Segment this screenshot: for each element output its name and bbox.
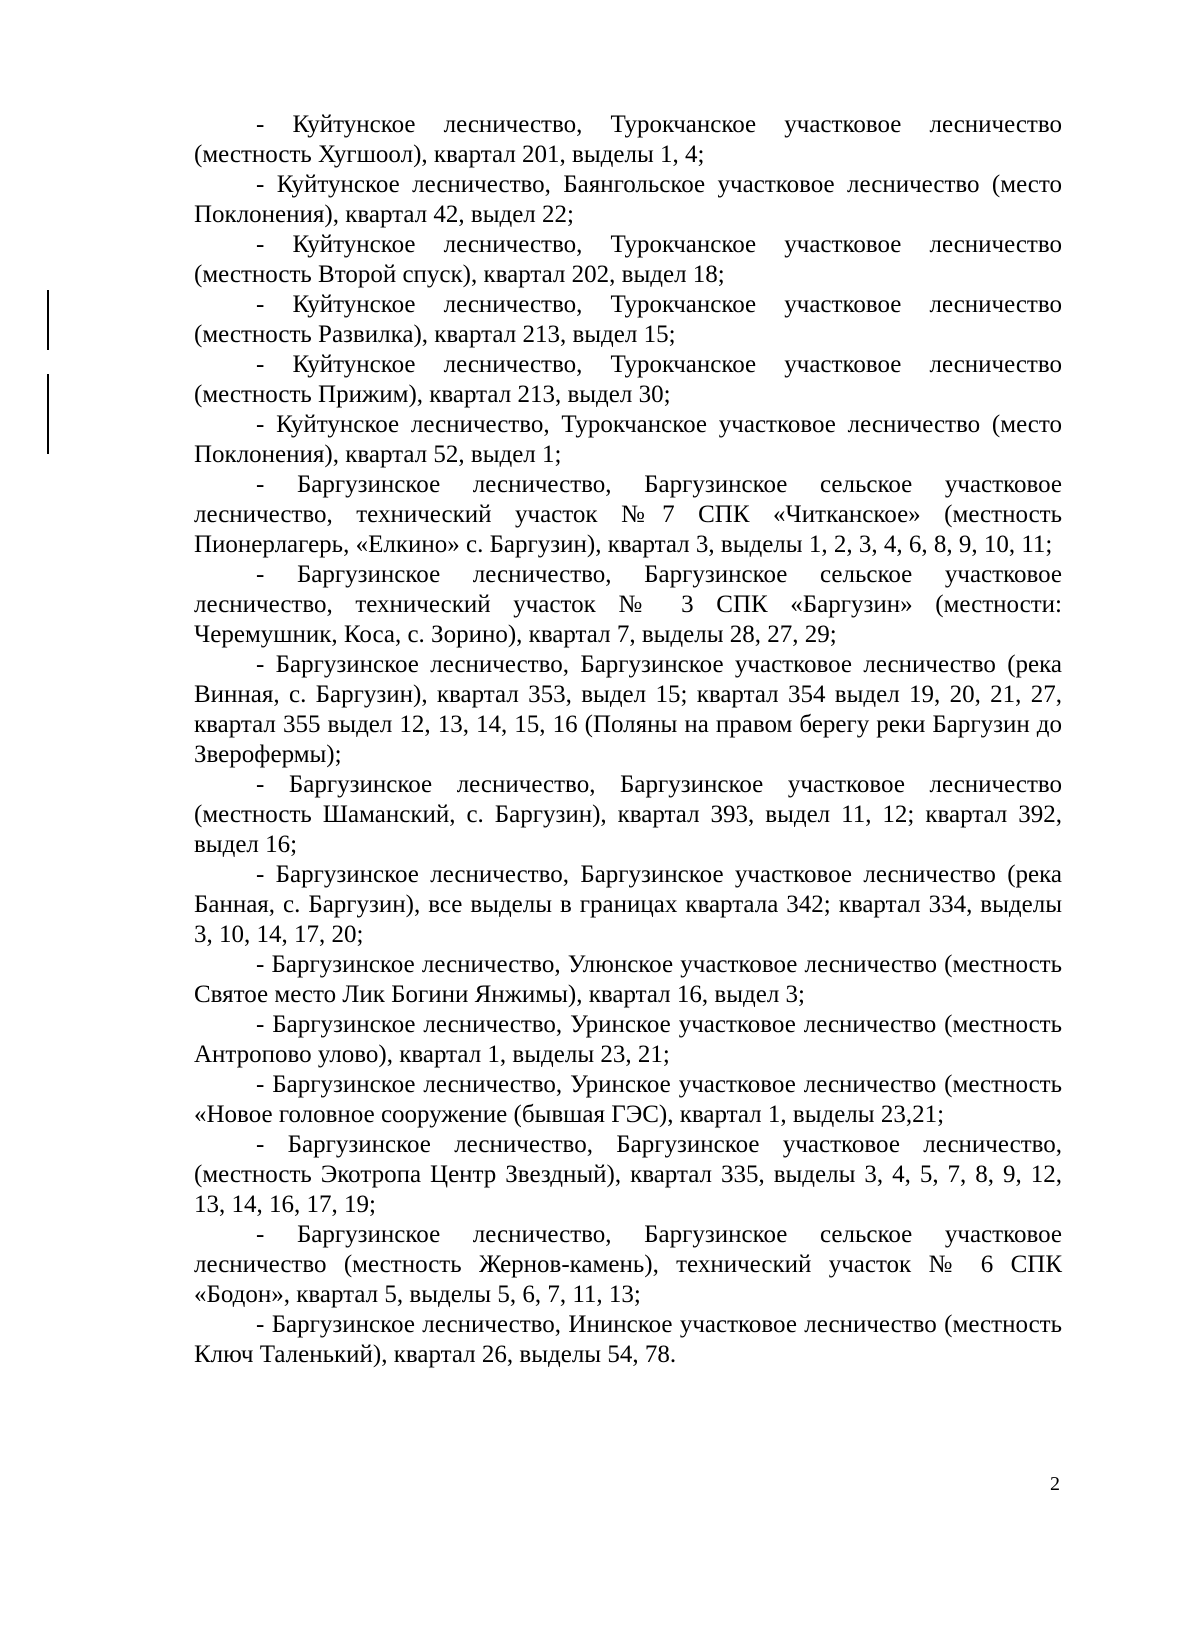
page-number: 2 — [1050, 1473, 1060, 1495]
list-item: - Баргузинское лесничество, Ининское участковое лесничество (местность Ключ Таленький), квартал 26, выделы 54, 78. — [194, 1311, 1062, 1368]
list-item: - Куйтунское лесничество, Баянгольское участковое лесничество (место Поклонения), квартал 42, выдел 22; — [194, 171, 1062, 228]
list-item: - Баргузинское лесничество, Баргузинское сельское участковое лесничество, технический участок №7 СПК «Читканское» (местность Пионерлагерь, «Елкино» с. Баргузин), квартал 3, выделы 1, 2, 3, 4, 6, 8, 9, 10, 11; — [194, 471, 1062, 558]
list-item: - Куйтунское лесничество, Турокчанское участковое лесничество (местность Второй спуск), квартал 202, выдел 18; — [194, 231, 1062, 288]
list-item: - Баргузинское лесничество, Баргузинское сельское участковое лесничество (местность Жернов-камень), технический участок № 6 СПК «Бодон», квартал 5, выделы 5, 6, 7, 11, 13; — [194, 1221, 1062, 1308]
list-item: - Куйтунское лесничество, Турокчанское участковое лесничество (местность Прижим), квартал 213, выдел 30; — [194, 351, 1062, 408]
list-item: - Баргузинское лесничество, Баргузинское участковое лесничество (местность Шаманский, с. Баргузин), квартал 393, выдел 11, 12; квартал 392, выдел 16; — [194, 771, 1062, 858]
forestry-list — [194, 110, 1062, 1370]
list-item: - Баргузинское лесничество, Баргузинское участковое лесничество (река Винная, с. Баргузин), квартал 353, выдел 15; квартал 354 выдел 19, 20, 21, 27, квартал 355 выдел 12, 13, 14, 15, 16 (Поляны на правом берегу реки Баргузин до Зверофермы); — [194, 651, 1062, 768]
margin-revision-bar — [47, 374, 49, 454]
list-item: - Баргузинское лесничество, Баргузинское участковое лесничество, (местность Экотропа Центр Звездный), квартал 335, выделы 3, 4, 5, 7, 8, 9, 12, 13, 14, 16, 17, 19; — [194, 1131, 1062, 1218]
list-item: - Баргузинское лесничество, Баргузинское участковое лесничество (река Банная, с. Баргузин), все выделы в границах квартала 342; квартал 334, выделы 3, 10, 14, 17, 20; — [194, 861, 1062, 948]
margin-revision-bar — [47, 290, 49, 350]
list-item: - Баргузинское лесничество, Баргузинское сельское участковое лесничество, технический участок № 3 СПК «Баргузин» (местности: Черемушник, Коса, с. Зорино), квартал 7, выделы 28, 27, 29; — [194, 561, 1062, 648]
list-item: - Баргузинское лесничество, Улюнское участковое лесничество (местность Святое место Лик Богини Янжимы), квартал 16, выдел 3; — [194, 951, 1062, 1008]
list-item: - Баргузинское лесничество, Уринское участковое лесничество (местность Антропово улово), квартал 1, выделы 23, 21; — [194, 1011, 1062, 1068]
list-item: - Куйтунское лесничество, Турокчанское участковое лесничество (местность Хугшоол), квартал 201, выделы 1, 4; — [194, 111, 1062, 168]
list-item: - Баргузинское лесничество, Уринское участковое лесничество (местность «Новое головное сооружение (бывшая ГЭС), квартал 1, выделы 23,21; — [194, 1071, 1062, 1128]
list-item: - Куйтунское лесничество, Турокчанское участковое лесничество (местность Развилка), квартал 213, выдел 15; — [194, 291, 1062, 348]
list-item: - Куйтунское лесничество, Турокчанское участковое лесничество (место Поклонения), квартал 52, выдел 1; — [194, 411, 1062, 468]
